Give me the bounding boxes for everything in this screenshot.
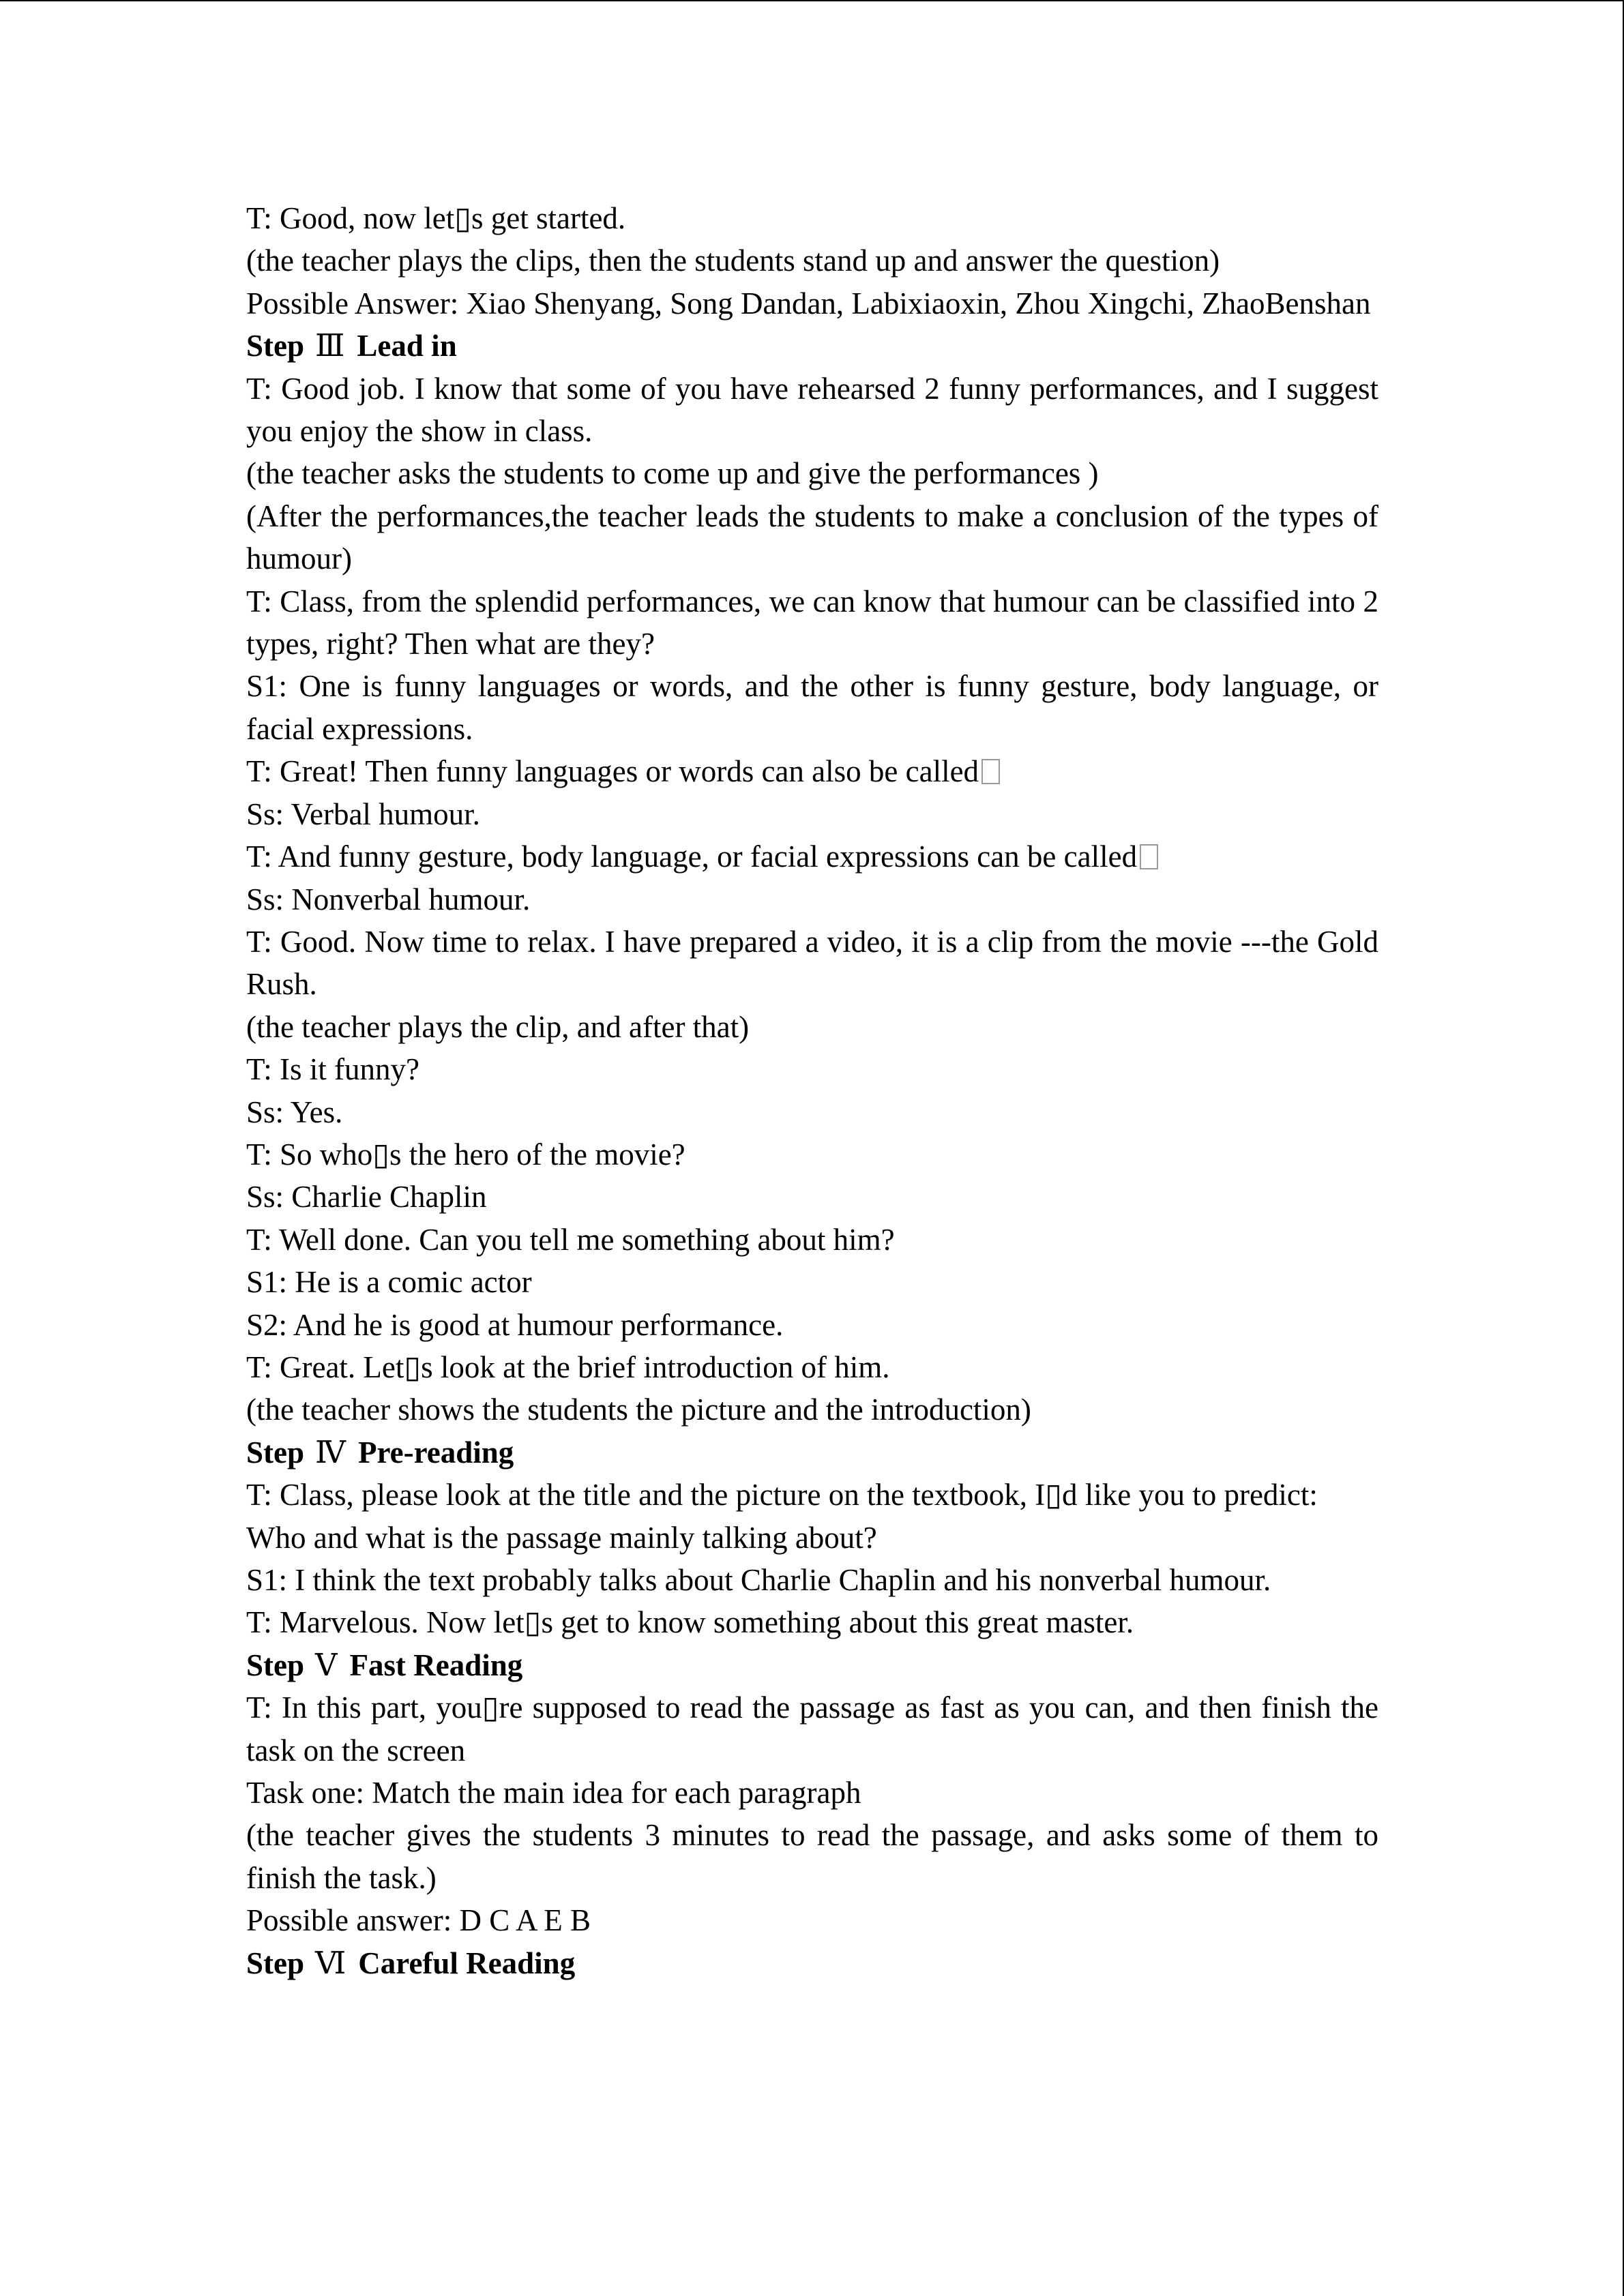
paragraph: T: Class, please look at the title and the picture on the textbook, I▯d like you to predict: [246, 1478, 1318, 1512]
paragraph: Ss: Charlie Chaplin [246, 1180, 487, 1214]
paragraph: (After the performances,the teacher leads the students to make a conclusion of the types of humour) [246, 498, 1378, 576]
paragraph: (the teacher gives the students 3 minutes to read the passage, and asks some of them to finish the task.) [246, 1818, 1378, 1895]
paragraph: S2: And he is good at humour performance. [246, 1307, 784, 1342]
step-heading [246, 1942, 1378, 1984]
paragraph: T: In this part, you▯re supposed to read the passage as fast as you can, and then finish the task on the screen [246, 1690, 1378, 1768]
paragraph: (the teacher shows the students the picture and the introduction) [246, 1392, 1031, 1427]
step-numeral: Ⅴ [315, 1648, 338, 1682]
step-heading [246, 1644, 1378, 1686]
paragraph: Possible Answer: Xiao Shenyang, Song Dandan, Labixiaoxin, Zhou Xingchi, ZhaoBenshan [246, 286, 1371, 320]
paragraph-text: T: Great! Then funny languages or words can also be called [246, 754, 979, 789]
paragraph: S1: One is funny languages or words, and the other is funny gesture, body language, or facial expressions. [246, 669, 1378, 746]
missing-glyph-icon [1140, 844, 1158, 869]
paragraph [246, 750, 1378, 792]
step-heading [246, 1431, 1378, 1474]
paragraph: T: Marvelous. Now let▯s get to know something about this great master. [246, 1605, 1134, 1640]
paragraph: Ss: Verbal humour. [246, 796, 480, 831]
paragraph: T: Good, now let▯s get started. [246, 201, 626, 235]
step-title: Careful Reading [358, 1945, 576, 1980]
step-numeral: Ⅲ [315, 329, 345, 363]
step-label: Step [246, 1945, 305, 1980]
step-label: Step [246, 1435, 305, 1470]
step-title: Pre-reading [357, 1435, 514, 1470]
paragraph: T: So who▯s the hero of the movie? [246, 1137, 685, 1172]
step-label: Step [246, 1648, 305, 1682]
paragraph: Ss: Nonverbal humour. [246, 882, 531, 916]
step-numeral: Ⅳ [315, 1435, 346, 1470]
paragraph: S1: I think the text probably talks about Charlie Chaplin and his nonverbal humour. [246, 1563, 1271, 1597]
paragraph [246, 835, 1378, 878]
paragraph: S1: He is a comic actor [246, 1265, 532, 1300]
paragraph: Who and what is the passage mainly talking about? [246, 1520, 877, 1555]
step-title: Lead in [357, 329, 457, 363]
paragraph: T: Good job. I know that some of you have rehearsed 2 funny performances, and I suggest you enjoy the show in class. [246, 371, 1378, 449]
paragraph: (the teacher plays the clip, and after that) [246, 1009, 750, 1044]
paragraph: Ss: Yes. [246, 1094, 343, 1129]
document-body [246, 197, 1378, 1984]
paragraph: T: Great. Let▯s look at the brief introduction of him. [246, 1350, 890, 1384]
paragraph: T: Well done. Can you tell me something about him? [246, 1222, 895, 1257]
step-heading [246, 325, 1378, 367]
paragraph: Possible answer: D C A E B [246, 1903, 591, 1938]
paragraph: (the teacher asks the students to come up and give the performances ) [246, 456, 1099, 491]
step-title: Fast Reading [349, 1648, 523, 1682]
step-numeral: Ⅵ [315, 1945, 346, 1980]
step-label: Step [246, 329, 305, 363]
missing-glyph-icon [981, 759, 1000, 784]
paragraph: T: Good. Now time to relax. I have prepared a video, it is a clip from the movie ---the Gold Rush. [246, 924, 1378, 1002]
paragraph: T: Class, from the splendid performances, we can know that humour can be classified into 2 types, right? Then what are they? [246, 584, 1378, 661]
paragraph: Task one: Match the main idea for each paragraph [246, 1776, 861, 1810]
paragraph-text: T: And funny gesture, body language, or facial expressions can be called [246, 839, 1138, 874]
paragraph: T: Is it funny? [246, 1052, 419, 1087]
paragraph: (the teacher plays the clips, then the students stand up and answer the question) [246, 243, 1220, 278]
